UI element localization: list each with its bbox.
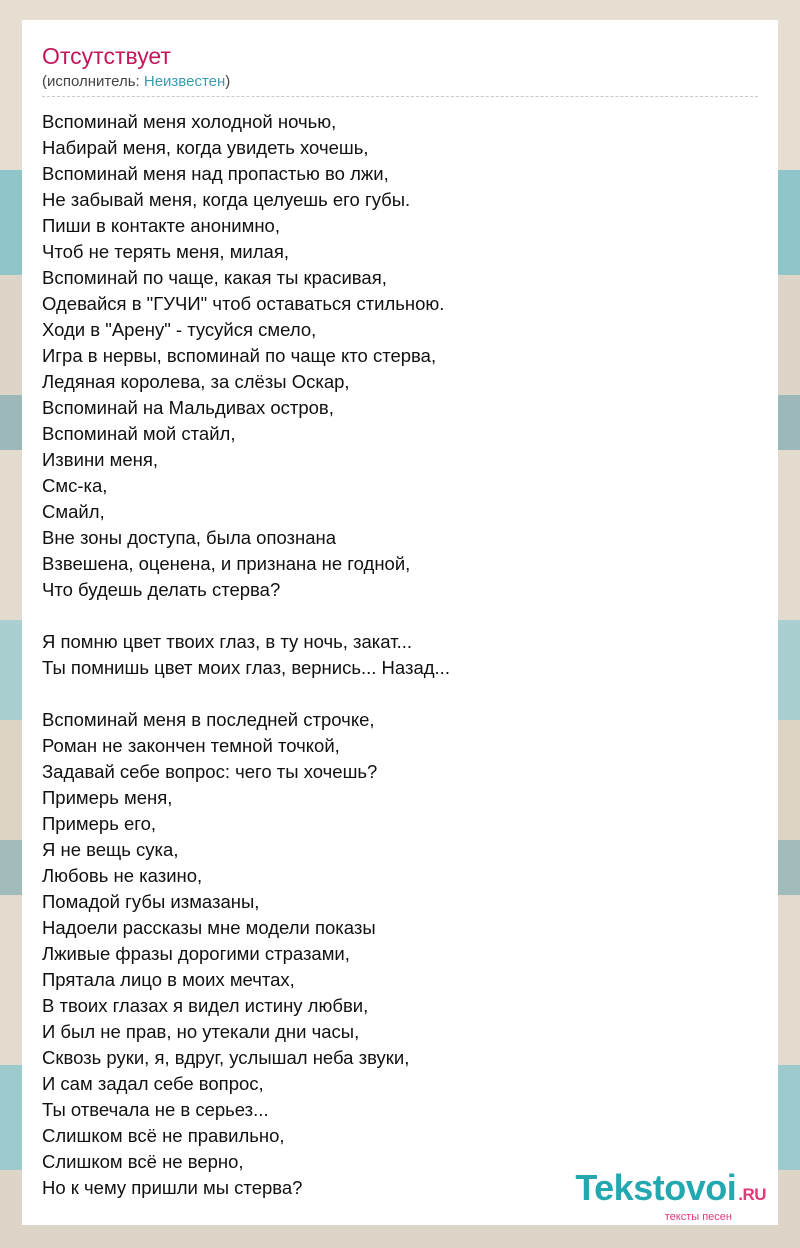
lyric-line: Лживые фразы дорогими стразами, xyxy=(42,943,350,964)
lyric-line: Вспоминай мой стайл, xyxy=(42,423,236,444)
lyric-line: Примерь его, xyxy=(42,813,157,834)
lyrics-text xyxy=(42,109,758,1201)
logo-tld: .RU xyxy=(738,1185,766,1204)
lyric-line: Надоели рассказы мне модели показы xyxy=(42,917,376,938)
lyric-line: Любовь не казино, xyxy=(42,865,203,886)
lyrics-card xyxy=(22,20,778,1225)
lyric-line: Вспоминай меня в последней строчке, xyxy=(42,709,375,730)
lyric-line: Роман не закончен темной точкой, xyxy=(42,735,340,756)
lyric-line: Что будешь делать стерва? xyxy=(42,579,281,600)
logo-name: Tekstovoi xyxy=(575,1167,737,1208)
lyric-line: Ходи в "Арену" - тусуйся смело, xyxy=(42,319,317,340)
lyric-line: Смайл, xyxy=(42,501,105,522)
lyric-line: Помадой губы измазаны, xyxy=(42,891,260,912)
lyric-line: Сквозь руки, я, вдруг, услышал неба звуки, xyxy=(42,1047,410,1068)
lyric-line: Ты отвечала не в серьез... xyxy=(42,1099,269,1120)
lyric-line: Я помню цвет твоих глаз, в ту ночь, закат... xyxy=(42,631,413,652)
lyric-line: Слишком всё не верно, xyxy=(42,1151,244,1172)
lyric-line: Не забывай меня, когда целуешь его губы. xyxy=(42,189,411,210)
artist-prefix: (исполнитель: xyxy=(42,73,144,90)
lyric-line: Игра в нервы, вспоминай по чаще кто стерва, xyxy=(42,345,437,366)
lyric-line: Вспоминай на Мальдивах остров, xyxy=(42,397,334,418)
chorus xyxy=(42,629,758,681)
lyric-line: Вне зоны доступа, была опознана xyxy=(42,527,337,548)
lyric-line: Прятала лицо в моих мечтах, xyxy=(42,969,295,990)
lyric-line: Слишком всё не правильно, xyxy=(42,1125,285,1146)
lyric-line: И был не прав, но утекали дни часы, xyxy=(42,1021,360,1042)
stanza-gap xyxy=(42,681,758,707)
lyric-line: Взвешена, оценена, и признана не годной, xyxy=(42,553,411,574)
lyric-line: Но к чему пришли мы стерва? xyxy=(42,1177,303,1198)
lyric-line: Одевайся в "ГУЧИ" чтоб оставаться стильною. xyxy=(42,293,445,314)
site-logo[interactable] xyxy=(575,1167,766,1223)
artist-link[interactable]: Неизвестен xyxy=(143,73,226,90)
lyric-line: В твоих глазах я видел истину любви, xyxy=(42,995,369,1016)
lyric-line: Ты помнишь цвет моих глаз, вернись... Назад... xyxy=(42,657,450,678)
lyric-line: Я не вещь сука, xyxy=(42,839,179,860)
lyric-line: Примерь меня, xyxy=(42,787,173,808)
lyric-line: Извини меня, xyxy=(42,449,159,470)
song-title: Отсутствует xyxy=(42,43,171,69)
lyric-line: Задавай себе вопрос: чего ты хочешь? xyxy=(42,761,378,782)
logo-tagline: тексты песен xyxy=(664,1211,732,1223)
lyric-line: Вспоминай меня над пропастью во лжи, xyxy=(42,163,389,184)
lyric-line: Пиши в контакте анонимно, xyxy=(42,215,280,236)
lyric-line: Чтоб не терять меня, милая, xyxy=(42,241,289,262)
verse-1 xyxy=(42,109,758,603)
lyric-line: Набирай меня, когда увидеть хочешь, xyxy=(42,137,369,158)
lyric-line: Ледяная королева, за слёзы Оскар, xyxy=(42,371,350,392)
artist-line xyxy=(42,72,758,97)
lyric-line: Смс-ка, xyxy=(42,475,108,496)
stanza-gap xyxy=(42,603,758,629)
lyric-line: Вспоминай по чаще, какая ты красивая, xyxy=(42,267,387,288)
verse-2 xyxy=(42,707,758,1201)
artist-suffix: ) xyxy=(225,73,231,90)
lyric-line: Вспоминай меня холодной ночью, xyxy=(42,111,337,132)
logo-wordmark xyxy=(575,1167,766,1213)
lyric-line: И сам задал себе вопрос, xyxy=(42,1073,264,1094)
